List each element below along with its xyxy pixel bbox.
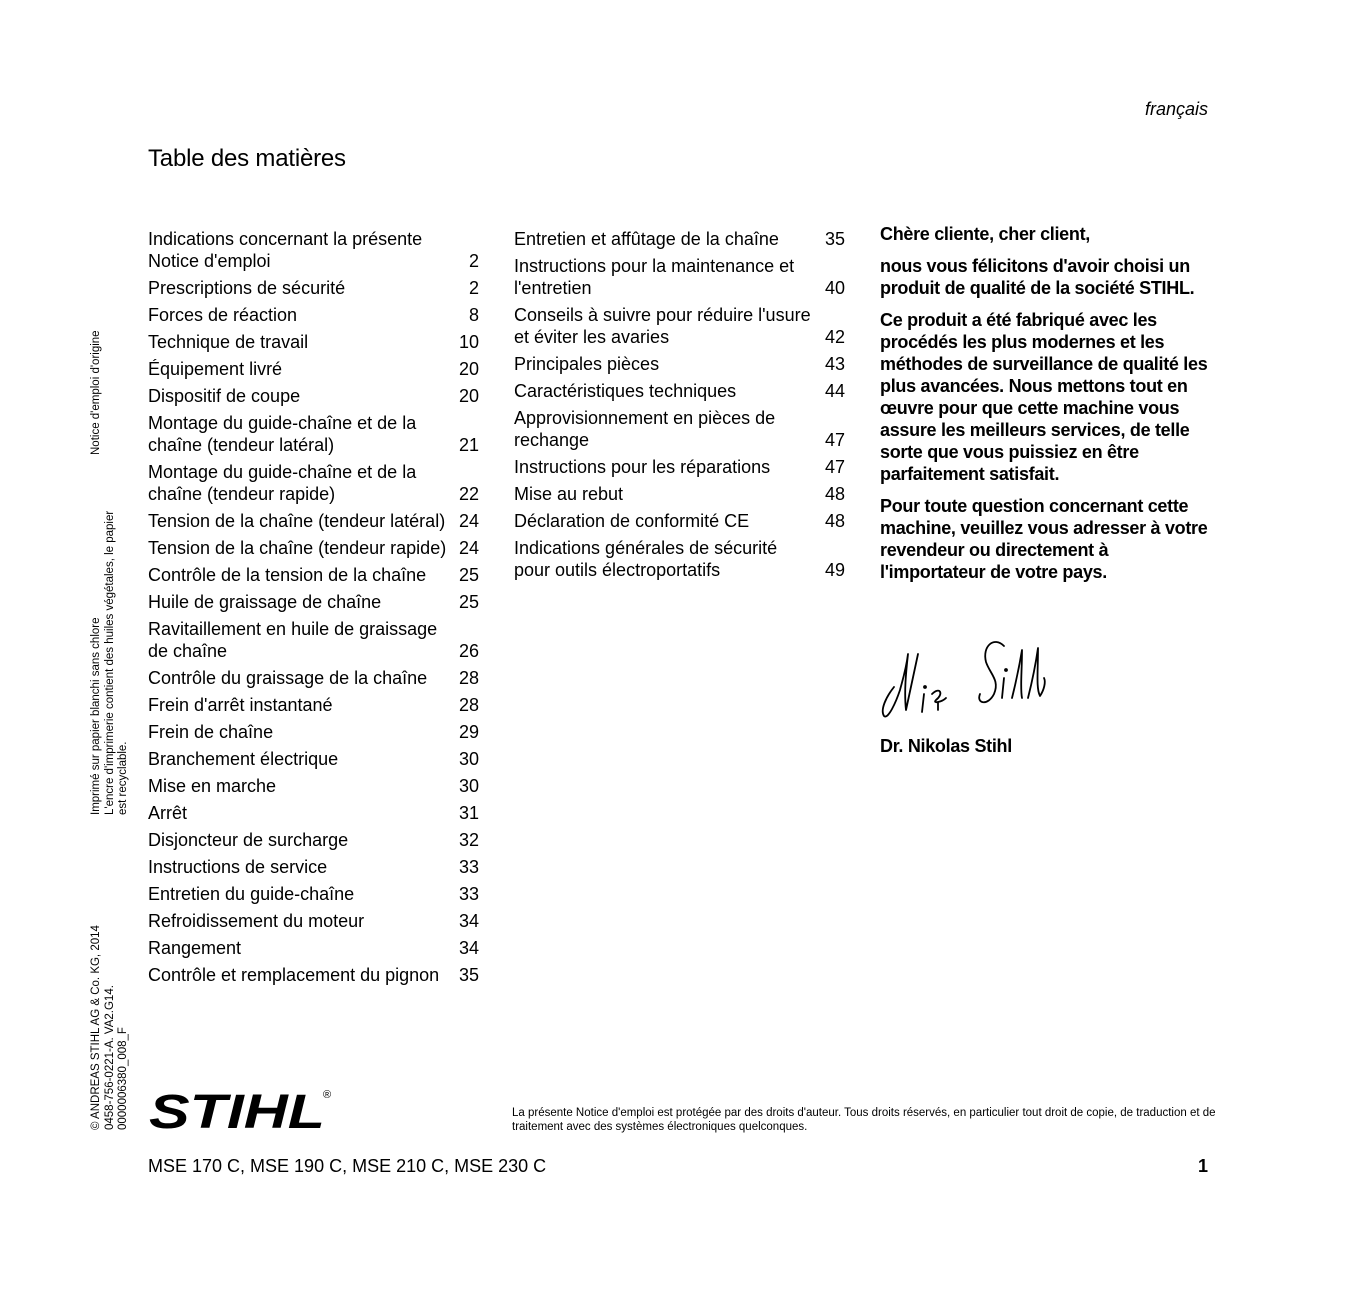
toc-entry [148, 461, 479, 505]
toc-entry-label: Instructions pour les réparations [514, 457, 771, 477]
paper-note: Imprimé sur papier blanchi sans chlore L'encre d'imprimerie contient des huiles végétales, le papier est recyclable. [90, 510, 129, 815]
toc-entry-label: Refroidissement du moteur [148, 911, 365, 931]
language-label: français [1144, 99, 1208, 119]
toc-entry [514, 510, 845, 532]
toc-entry-label: Mise en marche [148, 776, 277, 796]
toc-entry [148, 510, 479, 532]
toc-entry-page: 20 [458, 386, 479, 406]
toc-entry [148, 694, 479, 716]
toc-entry-label: Entretien et affûtage de la chaîne [514, 229, 779, 249]
toc-entry [514, 407, 845, 451]
toc-entry-page: 24 [458, 511, 479, 531]
toc-entry-label: Mise au rebut [514, 484, 624, 504]
toc-entry-page: 34 [458, 938, 479, 958]
toc-entry-label: Frein de chaîne [148, 722, 274, 742]
toc-entry-label: Forces de réaction [148, 305, 298, 325]
copyright-side-note: © ANDREAS STIHL AG & Co. KG, 2014 0458-756-0221-A. VA2.G14. 0000006380_008_F [90, 925, 129, 1130]
toc-entry [148, 331, 479, 353]
toc-entry-label: Frein d'arrêt instantané [148, 695, 333, 715]
toc-entry-page: 42 [824, 327, 845, 347]
toc-entry-page: 24 [458, 538, 479, 558]
toc-entry-label: Indications concernant la présente Notice d'emploi [148, 229, 423, 271]
toc-entry-page: 49 [824, 560, 845, 580]
toc-entry-label: Tension de la chaîne (tendeur latéral) [148, 511, 446, 531]
handwritten-signature [876, 632, 1056, 732]
toc-entry [148, 667, 479, 689]
toc-entry-page: 22 [458, 484, 479, 504]
toc-entry-page: 2 [468, 251, 479, 271]
toc-entry [514, 537, 845, 581]
page-number: 1 [1197, 1156, 1208, 1176]
toc-entry [148, 856, 479, 878]
toc-entry [148, 412, 479, 456]
stihl-logo [147, 1086, 337, 1139]
toc-entry-label: Contrôle et remplacement du pignon [148, 965, 440, 985]
toc-entry-page: 44 [824, 381, 845, 401]
toc-entry [148, 964, 479, 986]
toc-column-1 [148, 228, 479, 991]
toc-entry [148, 385, 479, 407]
toc-entry-label: Entretien du guide-chaîne [148, 884, 355, 904]
letter-paragraph: Pour toute question concernant cette machine, veuillez vous adresser à votre revendeur ou directement à l'importateur de votre pays. [880, 496, 1208, 582]
toc-entry-label: Prescriptions de sécurité [148, 278, 346, 298]
toc-entry-label: Contrôle du graissage de la chaîne [148, 668, 428, 688]
toc-entry-label: Équipement livré [148, 359, 283, 379]
toc-entry-page: 40 [824, 278, 845, 298]
toc-entry-page: 31 [458, 803, 479, 823]
copyright-notice: La présente Notice d'emploi est protégée par des droits d'auteur. Tous droits réservés, en particulier tout droit de copie, de traduction et de traitement avec des systèmes électroniques quelconques. [512, 1107, 1216, 1133]
toc-entry [514, 228, 845, 250]
toc-entry-page: 20 [458, 359, 479, 379]
toc-entry-label: Montage du guide-chaîne et de la chaîne (tendeur rapide) [148, 462, 417, 504]
toc-entry-page: 28 [458, 668, 479, 688]
origin-note: Notice d'emploi d'origine [90, 330, 102, 455]
toc-entry-label: Déclaration de conformité CE [514, 511, 750, 531]
toc-entry-page: 48 [824, 484, 845, 504]
toc-entry-label: Contrôle de la tension de la chaîne [148, 565, 427, 585]
toc-entry [514, 255, 845, 299]
toc-entry-page: 21 [458, 435, 479, 455]
toc-entry-page: 30 [458, 776, 479, 796]
toc-entry-page: 35 [458, 965, 479, 985]
letter-greeting: Chère cliente, cher client, [880, 224, 1090, 244]
toc-entry-label: Dispositif de coupe [148, 386, 301, 406]
toc-entry-label: Instructions de service [148, 857, 328, 877]
toc-entry [148, 591, 479, 613]
toc-entry-page: 8 [468, 305, 479, 325]
toc-entry [148, 937, 479, 959]
toc-entry-page: 29 [458, 722, 479, 742]
toc-entry-label: Principales pièces [514, 354, 660, 374]
toc-entry [148, 802, 479, 824]
toc-entry [514, 380, 845, 402]
toc-entry-page: 33 [458, 857, 479, 877]
toc-entry [148, 564, 479, 586]
model-list: MSE 170 C, MSE 190 C, MSE 210 C, MSE 230 C [148, 1156, 547, 1176]
toc-entry-label: Branchement électrique [148, 749, 339, 769]
toc-entry-page: 43 [824, 354, 845, 374]
toc-entry [514, 483, 845, 505]
toc-entry-label: Instructions pour la maintenance et l'entretien [514, 256, 795, 298]
registered-mark: ® [323, 1089, 332, 1101]
toc-entry-label: Tension de la chaîne (tendeur rapide) [148, 538, 447, 558]
toc-entry [148, 883, 479, 905]
toc-entry [148, 775, 479, 797]
toc-entry [148, 228, 479, 272]
toc-entry [148, 910, 479, 932]
welcome-letter [880, 223, 1215, 593]
toc-entry-label: Indications générales de sécurité pour outils électroportatifs [514, 538, 778, 580]
toc-entry-page: 48 [824, 511, 845, 531]
toc-entry-page: 34 [458, 911, 479, 931]
toc-entry-label: Arrêt [148, 803, 188, 823]
toc-entry [148, 358, 479, 380]
toc-entry [148, 829, 479, 851]
toc-entry-page: 47 [824, 430, 845, 450]
toc-entry-label: Huile de graissage de chaîne [148, 592, 382, 612]
toc-entry [148, 277, 479, 299]
letter-paragraph: Ce produit a été fabriqué avec les procédés les plus modernes et les méthodes de surveillance de qualité les plus avancées. Nous mettons tout en œuvre pour que cette machine vous assure les meilleurs services, de telle sorte que vous puissiez en être parfaitement satisfait. [880, 310, 1208, 484]
toc-entry-label: Ravitaillement en huile de graissage de chaîne [148, 619, 438, 661]
toc-entry-page: 10 [458, 332, 479, 352]
toc-entry-page: 2 [468, 278, 479, 298]
toc-entry-label: Rangement [148, 938, 242, 958]
logo-text: STIHL [149, 1086, 325, 1134]
toc-entry [148, 721, 479, 743]
toc-entry [514, 353, 845, 375]
toc-entry-page: 35 [824, 229, 845, 249]
toc-entry-page: 25 [458, 592, 479, 612]
toc-entry-label: Montage du guide-chaîne et de la chaîne (tendeur latéral) [148, 413, 417, 455]
toc-entry-page: 47 [824, 457, 845, 477]
toc-entry [148, 748, 479, 770]
toc-entry-label: Disjoncteur de surcharge [148, 830, 349, 850]
toc-entry-label: Approvisionnement en pièces de rechange [514, 408, 776, 450]
toc-entry-page: 28 [458, 695, 479, 715]
page-title: Table des matières [148, 145, 346, 172]
toc-entry [514, 304, 845, 348]
letter-paragraph: nous vous félicitons d'avoir choisi un produit de qualité de la société STIHL. [880, 256, 1195, 298]
toc-entry-label: Technique de travail [148, 332, 309, 352]
toc-entry-page: 30 [458, 749, 479, 769]
toc-entry [148, 537, 479, 559]
toc-entry-page: 25 [458, 565, 479, 585]
toc-entry-label: Caractéristiques techniques [514, 381, 737, 401]
toc-entry-page: 33 [458, 884, 479, 904]
toc-entry [148, 304, 479, 326]
toc-entry-page: 32 [458, 830, 479, 850]
toc-entry-page: 26 [458, 641, 479, 661]
toc-entry-label: Conseils à suivre pour réduire l'usure et éviter les avaries [514, 305, 811, 347]
toc-entry [148, 618, 479, 662]
toc-column-2 [514, 228, 845, 586]
signer-name: Dr. Nikolas Stihl [880, 736, 1012, 756]
toc-entry [514, 456, 845, 478]
